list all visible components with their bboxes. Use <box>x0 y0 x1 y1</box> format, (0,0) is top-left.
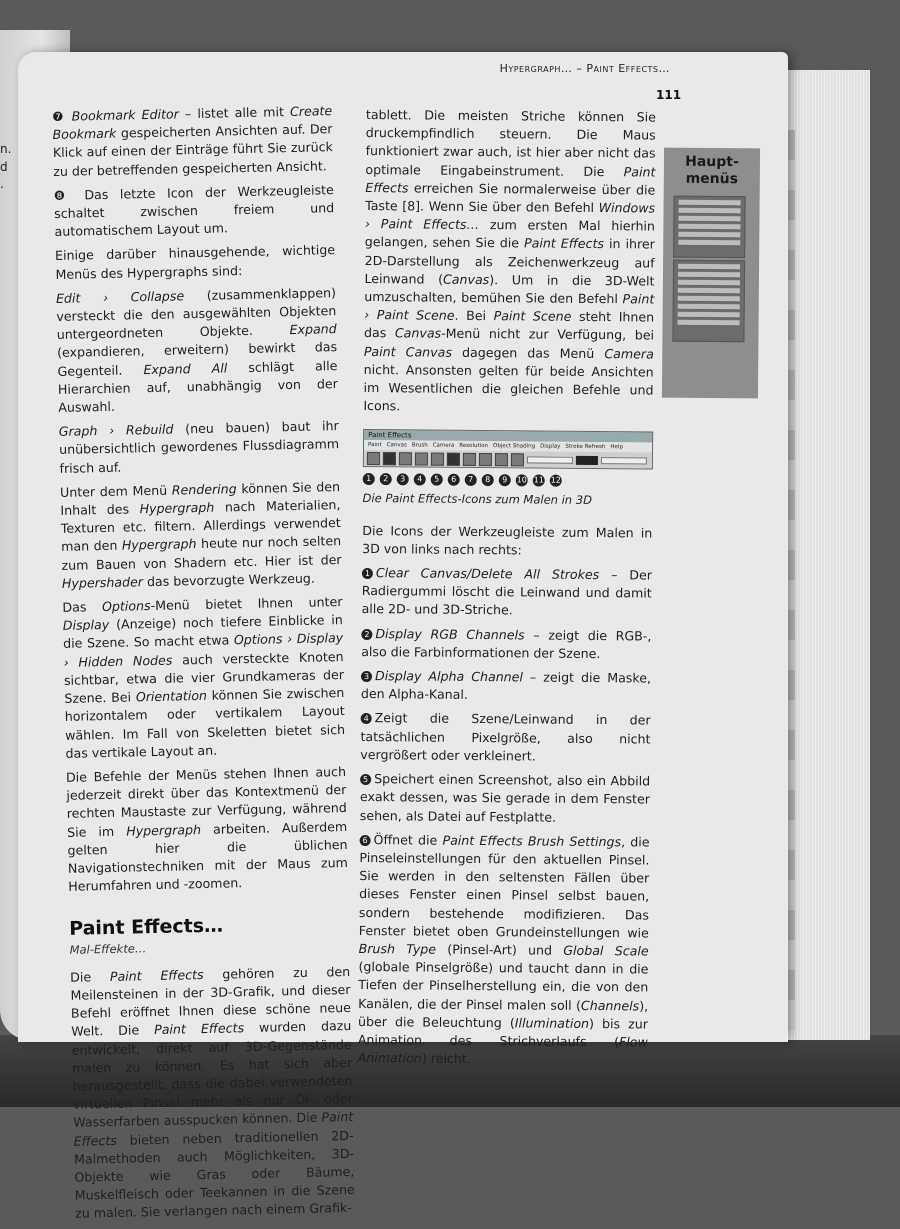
right-column <box>358 106 656 1076</box>
italic-term: Global Scale <box>563 942 649 959</box>
body-paragraph <box>54 181 335 241</box>
text-run: wurden dazu entwickelt, direkt auf 3D-Gegenstände malen zu können. Es hat sich aber herausgestellt, dass die dabei verwendeten virtuellen Pinsel mehr als nur Öl- oder Wasserfarben ausspucken können. Die <box>71 1018 353 1131</box>
text-run: ) bis zur Animation des Strichverlaufs ( <box>357 1015 649 1050</box>
number-badge: 3 <box>361 671 372 682</box>
number-badge: 4 <box>414 474 426 486</box>
text-run: -Menü nicht zur Verfügung, bei <box>441 326 655 343</box>
toolbar-figure <box>362 429 653 510</box>
italic-term: Paint Canvas <box>363 343 453 360</box>
list-item <box>360 770 650 827</box>
tool-icon <box>495 453 508 466</box>
italic-term: Canvas <box>442 271 490 287</box>
number-badge: 5 <box>360 774 371 785</box>
number-badge: 5 <box>431 474 443 486</box>
number-badge: 6 <box>448 474 460 486</box>
text-run: (neu bauen) baut ihr unübersichtlich gewordenes Flussdiagramm frisch auf. <box>59 418 340 476</box>
text-run: können Sie zwischen horizontalem oder vertikalem Layout wählen. Im Fall von Skeletten bietet sich das vertikale Layout an. <box>64 685 346 761</box>
italic-term: Hypergraph <box>121 536 197 554</box>
body-paragraph <box>59 417 340 477</box>
text-run: – zeigt die Maske, den Alpha-Kanal. <box>360 669 652 703</box>
number-badge: 3 <box>397 474 409 486</box>
italic-term: Clear Canvas/Delete All Strokes <box>375 565 600 583</box>
text-run: steht Ihnen das <box>363 309 655 341</box>
text-run: (expandieren, erweitern) bewirkt das Gegenteil. <box>56 339 338 379</box>
text-run: (globale Pinselgröße) und taucht dann in die Tiefen der Pinselherstellung ein, die von den Kanälen, die der Pinsel malen soll ( <box>358 959 649 1013</box>
number-badge: 2 <box>380 474 392 486</box>
list-item <box>360 709 650 766</box>
body-paragraph <box>56 284 339 417</box>
text-run: dagegen das Menü <box>451 344 605 361</box>
list-item <box>362 564 652 621</box>
text-run: nach Materialien, Texturen etc. filtern. Allerdings verwendet man den <box>60 497 341 555</box>
list-item <box>361 625 651 664</box>
text-run: Speichert einen Screenshot, also ein Abbild exakt dessen, was Sie gerade in dem Fenster sehen, als Datei auf Festplatte. <box>359 771 651 825</box>
number-badge: 9 <box>499 475 511 487</box>
text-run: zum ersten Mal hierhin gelangen, sehen Sie die <box>364 217 656 251</box>
text-run: schlägt alle Hierarchien auf, unabhängig von der Auswahl. <box>57 357 338 415</box>
italic-term: Display RGB Channels <box>375 625 525 643</box>
italic-term: Canvas <box>394 325 442 342</box>
text-run: (Pinsel-Art) und <box>436 941 564 958</box>
icon-number-row <box>363 473 653 488</box>
body-paragraph <box>55 242 336 284</box>
menu-item: Resolution <box>459 443 489 450</box>
italic-term: Graph › Rebuild <box>58 421 174 440</box>
italic-term: Paint › Paint Scene <box>364 291 655 324</box>
text-run: ). Um in die 3D-Welt umzuschalten, bemühen Sie den Befehl <box>364 271 655 307</box>
italic-term: Hypershader <box>61 574 144 591</box>
number-badge: 4 <box>361 713 372 724</box>
text-run: – listet alle mit <box>178 104 291 122</box>
text-run: das bevorzugte Werkzeug. <box>142 570 315 590</box>
text-run: Unter dem Menü <box>59 482 172 500</box>
menu-item: Object Shading <box>493 443 536 450</box>
italic-term: Options › Display › Hidden Nodes <box>63 630 344 670</box>
italic-term: Expand All <box>143 360 228 377</box>
text-run: , die Pinseleinstellungen für den aktuellen Pinsel. Sie werden in den seltensten Fällen über dieses Fenster einen Pinsel selbst bauen, sondern bestehende modifizieren. Das Fenster bietet oben Grundeinstellungen wie <box>358 833 650 941</box>
number-badge: 10 <box>516 475 528 487</box>
number-badge: 1 <box>363 473 375 485</box>
left-paragraphs <box>52 102 348 896</box>
chapter-tab <box>662 148 760 399</box>
number-badge: 11 <box>533 475 545 487</box>
italic-term: Expand <box>289 321 337 338</box>
number-badge: 6 <box>360 835 371 846</box>
list-intro: Die Icons der Werkzeugleiste zum Malen in 3D von links nach rechts: <box>362 522 653 558</box>
italic-term: Flow Animation <box>357 1034 648 1066</box>
text-run: nicht. Ansonsten gelten für beide Ansichten im Wesentlichen die gleichen Befehle und Icons. <box>363 361 654 414</box>
value-slider-icon <box>601 457 647 464</box>
text-run: – Der Radiergummi löscht die Leinwand und damit alle 2D- und 3D-Striche. <box>361 567 652 618</box>
text-run: -Menü bietet Ihnen unter <box>150 594 343 614</box>
paint-toolbar <box>364 450 652 469</box>
italic-term: Display <box>62 617 110 634</box>
snapshot-icon <box>431 453 444 466</box>
menu-item: Camera <box>432 443 455 450</box>
text-run: . Bei <box>454 308 494 324</box>
italic-term: Bookmark Editor <box>71 106 180 124</box>
icon-list <box>358 564 652 1070</box>
text-run: Öffnet die <box>373 831 443 848</box>
italic-term: Paint Effects <box>365 163 656 196</box>
brush-slider-icon <box>527 456 573 463</box>
text-run: ), über die Beleuchtung ( <box>357 997 649 1031</box>
text-run: in ihrer 2D-Darstellung als Zeichenwerkzeug auf Leinwand ( <box>364 236 655 287</box>
edge-letter: . <box>0 177 4 191</box>
text-run: Zeigt die Szene/Leinwand in der tatsächlichen Pixelgröße, also nicht vergrößert oder verkleinert. <box>360 710 651 764</box>
body-paragraph <box>66 763 349 896</box>
number-badge: 7 <box>465 474 477 486</box>
italic-term: Channels <box>580 997 640 1013</box>
italic-term: Paint Effects <box>523 235 605 252</box>
actual-size-icon <box>415 452 428 465</box>
menu-item: Brush <box>411 442 428 450</box>
italic-term: Camera <box>604 345 654 362</box>
tool-icon <box>479 453 492 466</box>
text-run: ) reicht. <box>421 1050 471 1067</box>
intro-paragraph <box>363 106 656 418</box>
body-paragraph <box>62 593 345 763</box>
text-run: ❼ <box>52 108 72 124</box>
menu-item: Paint <box>368 442 382 449</box>
chapter-tab-title <box>664 154 760 189</box>
menu-item: Display <box>540 443 561 451</box>
italic-term: Rendering <box>171 481 237 498</box>
text-run: Einige darüber hinausgehende, wichtige Menüs des Hypergraphs sind: <box>54 242 336 282</box>
section-subtitle: Mal-Effekte… <box>69 940 147 957</box>
text-run: tablett. Die meisten Striche können Sie druckempfindlich steuern. Die Maus funktioniert zwar auch, ist hier aber nicht das optimale Eingabeinstrument. Die <box>365 106 656 179</box>
body-paragraph <box>52 102 333 181</box>
text-run: bieten neben traditionellen 2D-Malmethoden auch Möglichkeiten, 3D-Objekte wie Gras oder Bäume, Muskelfleisch oder Teekannen in die Szene zu malen. Sie verlangen nach einem Grafik- <box>73 1127 355 1222</box>
window-title: Paint Effects <box>364 430 652 443</box>
italic-term: Create Bookmark <box>52 103 333 143</box>
text-run: gespeicherten Ansichten auf. Der Klick auf einen der Einträge führt Sie zurück zu der betreffenden gespeicherten Ansicht. <box>52 121 334 179</box>
number-badge: 1 <box>362 568 373 579</box>
text-run: Die Befehle der Menüs stehen Ihnen auch jederzeit direkt über das Kontextmenü der rechten Maustaste zur Verfügung, während Sie im <box>65 763 347 840</box>
italic-term: Paint Effects <box>109 966 204 984</box>
text-run: gehören zu den Meilensteinen in der 3D-Grafik, und dieser Befehl eröffnet Ihnen diese schöne neue Welt. Die <box>70 963 352 1040</box>
edge-letter: n. <box>0 142 12 156</box>
number-badge: 8 <box>482 474 494 486</box>
text-run: ❽ Das letzte Icon der Werkzeugleiste schaltet zwischen freiem und automatischem Layout um. <box>53 181 335 240</box>
tool-icon <box>463 453 476 466</box>
italic-term: Brush Type <box>358 940 437 957</box>
menu-item: Help <box>610 444 623 451</box>
menu-item: Canvas <box>386 442 407 449</box>
chapter-tab-line1: Haupt- <box>685 153 739 171</box>
italic-term: Paint Effects Brush Settings <box>442 832 622 849</box>
italic-term: Orientation <box>135 687 208 705</box>
color-swatch-icon <box>576 456 598 465</box>
section-paragraph <box>70 963 355 1224</box>
italic-term: Options <box>101 598 151 615</box>
text-run: erreichen Sie normalerweise über die Taste [8]. Wenn Sie über den Befehl <box>365 180 656 216</box>
rgb-channel-icon <box>383 452 396 465</box>
italic-term: Paint Scene <box>493 308 572 325</box>
italic-term: Paint Effects <box>73 1109 354 1149</box>
brush-settings-icon <box>447 453 460 466</box>
italic-term: Hypergraph <box>126 821 202 839</box>
number-badge: 2 <box>361 629 372 640</box>
left-column <box>52 102 355 1229</box>
text-run: – zeigt die RGB-, also die Farbinformationen der Szene. <box>361 627 652 661</box>
text-run: heute nur noch selten zum Bauen von Shadern etc. Hier ist der <box>61 533 342 573</box>
text-run: können Sie den Inhalt des <box>60 478 341 518</box>
body-paragraph <box>60 478 342 593</box>
number-badge: 12 <box>550 475 562 487</box>
text-run: (zusammenklappen) versteckt die den ausgewählten Objekten untergeordneten Objekte. <box>56 284 337 343</box>
eraser-icon <box>367 452 380 465</box>
menu-item: Stroke Refresh <box>565 444 606 451</box>
italic-term: Paint Effects <box>154 1020 245 1038</box>
text-run: Das <box>62 599 103 615</box>
alpha-channel-icon <box>399 452 412 465</box>
running-head: Hypergraph… – Paint Effects… <box>499 62 670 75</box>
text-run: arbeiten. Außerdem gelten hier die üblichen Navigationstechniken mit der Maus zum Herumfahren und -zoomen. <box>67 818 349 894</box>
menu-thumbnail <box>673 196 746 259</box>
italic-term: Edit › Collapse <box>55 288 185 306</box>
paint-effects-window <box>363 429 653 470</box>
section-title: Paint Effects… <box>68 914 224 941</box>
list-item <box>361 667 651 706</box>
text-run: auch versteckte Knoten sichtbar, etwa die vier Grundkameras der Szene. Bei <box>63 648 345 706</box>
italic-term: Hypergraph <box>139 499 215 517</box>
italic-term: Illumination <box>514 1015 590 1031</box>
text-run: Die <box>70 968 111 985</box>
italic-term: Display Alpha Channel <box>374 668 524 685</box>
figure-caption: Die Paint Effects-Icons zum Malen in 3D <box>362 491 593 508</box>
chapter-tab-line2: menüs <box>685 170 739 188</box>
tool-icon <box>511 453 524 466</box>
menu-thumbnail <box>672 260 745 343</box>
text-run: (Anzeige) noch tiefere Einblicke in die Szene. So macht etwa <box>63 612 343 652</box>
italic-term: Windows › Paint Effects… <box>364 200 656 233</box>
edge-letter: d <box>0 160 8 174</box>
page-number: 111 <box>656 88 682 102</box>
list-item <box>358 831 650 1070</box>
